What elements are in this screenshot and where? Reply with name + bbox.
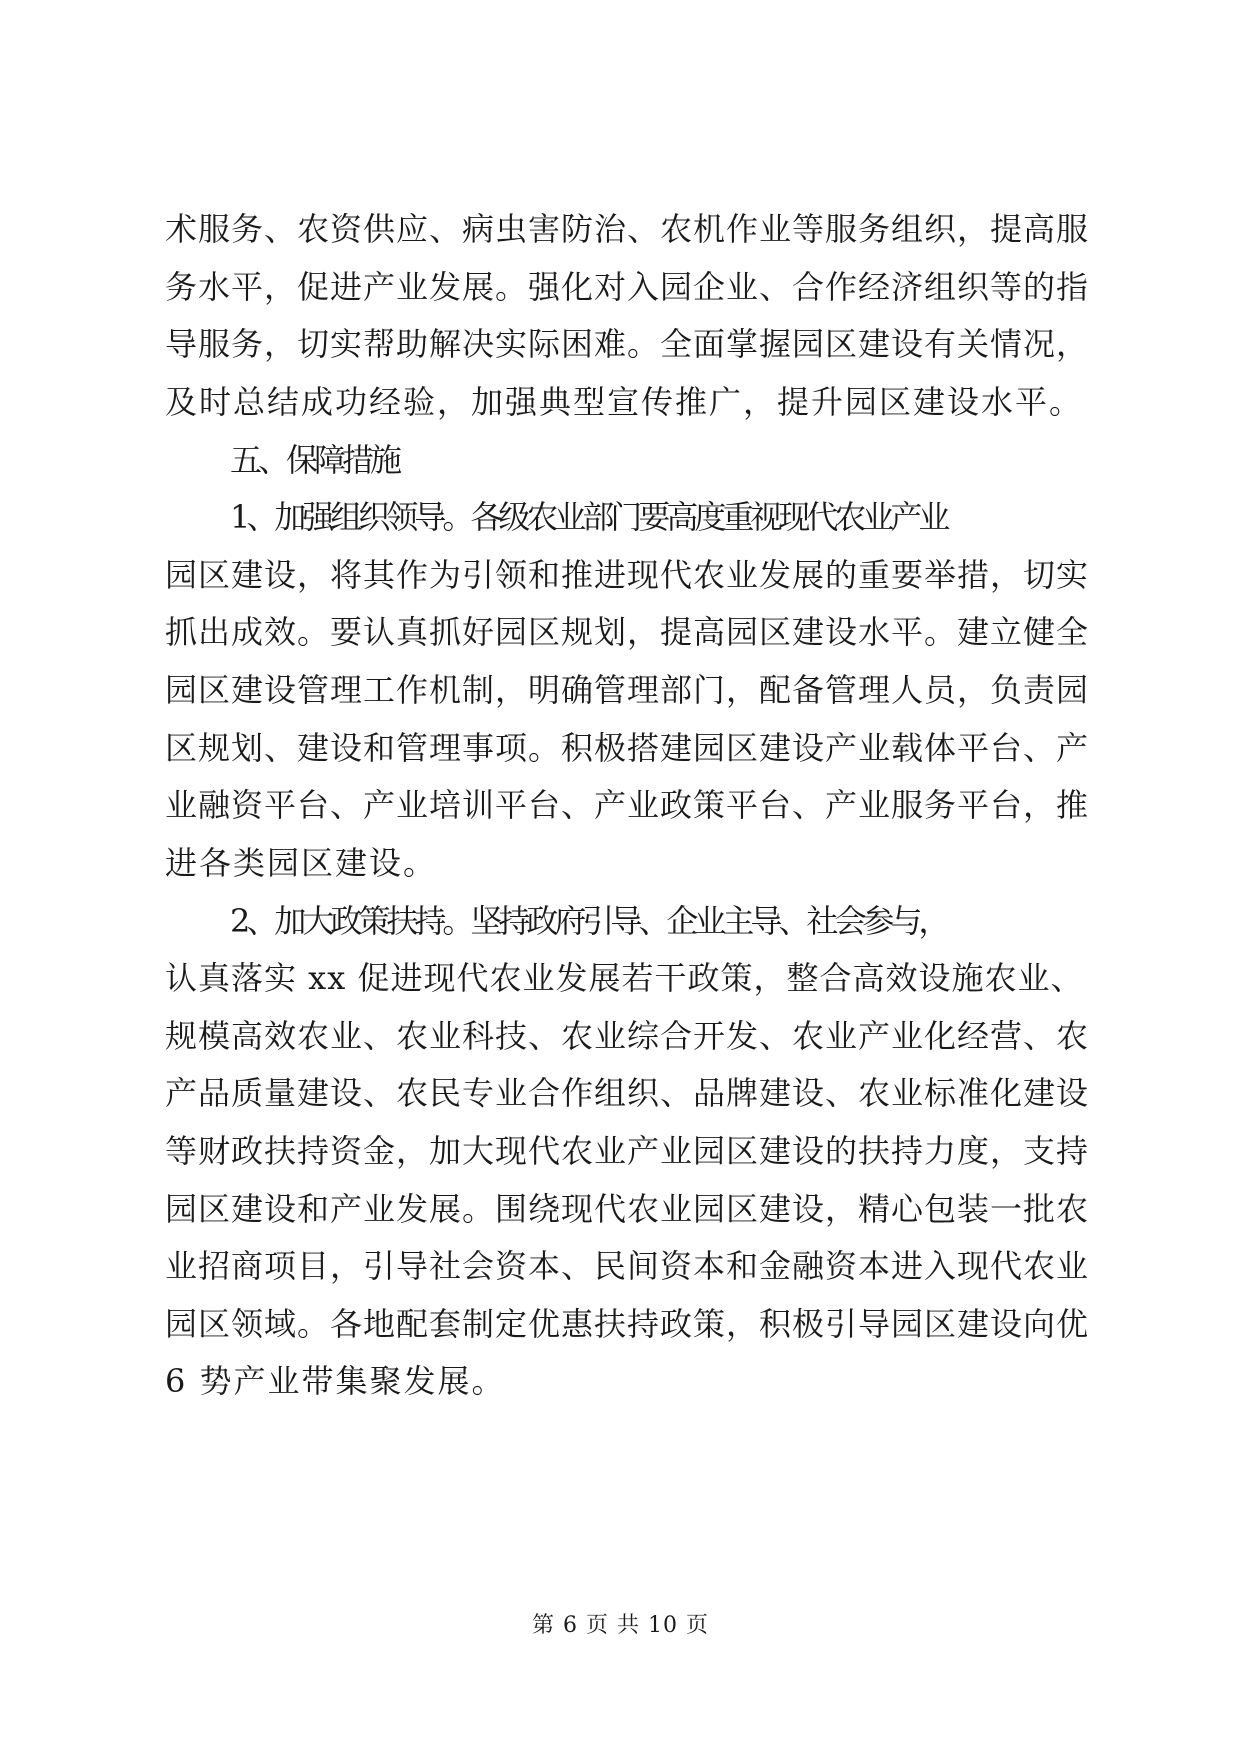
body-line-18: 园区建设和产业发展。围绕现代农业园区建设，精心包装一批农: [165, 1190, 1090, 1228]
body-line-12: 进各类园区建设。: [165, 844, 438, 882]
body-line-2: 务水平，促进产业发展。强化对入园企业、合作经济组织等的指: [165, 268, 1090, 306]
body-line-4: 及时总结成功经验，加强典型宣传推广，提升园区建设水平。: [165, 383, 1084, 421]
body-line-9: 园区建设管理工作机制，明确管理部门，配备管理人员，负责园: [165, 671, 1090, 709]
page-number-footer: 第 6 页 共 10 页: [532, 1613, 709, 1638]
body-line-15: 规模高效农业、农业科技、农业综合开发、农业产业化经营、农: [165, 1017, 1090, 1055]
body-line-6: 1、加强组织领导。各级农业部门要高度重视现代农业产业: [230, 498, 947, 536]
body-line-17: 等财政扶持资金，加大现代农业产业园区建设的扶持力度，支持: [165, 1132, 1090, 1170]
body-line-16: 产品质量建设、农民专业合作组织、品牌建设、农业标准化建设: [165, 1074, 1090, 1112]
body-line-19: 业招商项目，引导社会资本、民间资本和金融资本进入现代农业: [165, 1247, 1090, 1285]
body-line-11: 业融资平台、产业培训平台、产业政策平台、产业服务平台，推: [165, 786, 1090, 824]
body-line-14: 认真落实 xx 促进现代农业发展若干政策，整合高效设施农业、: [165, 959, 1084, 997]
body-line-7: 园区建设，将其作为引领和推进现代农业发展的重要举措，切实: [165, 556, 1090, 594]
body-line-1: 术服务、农资供应、病虫害防治、农机作业等服务组织，提高服: [165, 210, 1090, 248]
body-line-8: 抓出成效。要认真抓好园区规划，提高园区建设水平。建立健全: [165, 613, 1090, 651]
body-line-20: 园区领域。各地配套制定优惠扶持政策，积极引导园区建设向优: [165, 1305, 1090, 1343]
section-heading: 五、保障措施: [230, 441, 399, 479]
body-line-13: 2、加大政策扶持。坚持政府引导、企业主导、社会参与，: [230, 902, 947, 940]
body-line-21: 6 势产业带集聚发展。: [165, 1362, 506, 1400]
body-line-10: 区规划、建设和管理事项。积极搭建园区建设产业载体平台、产: [165, 729, 1090, 767]
body-line-3: 导服务，切实帮助解决实际困难。全面掌握园区建设有关情况，: [165, 325, 1090, 363]
